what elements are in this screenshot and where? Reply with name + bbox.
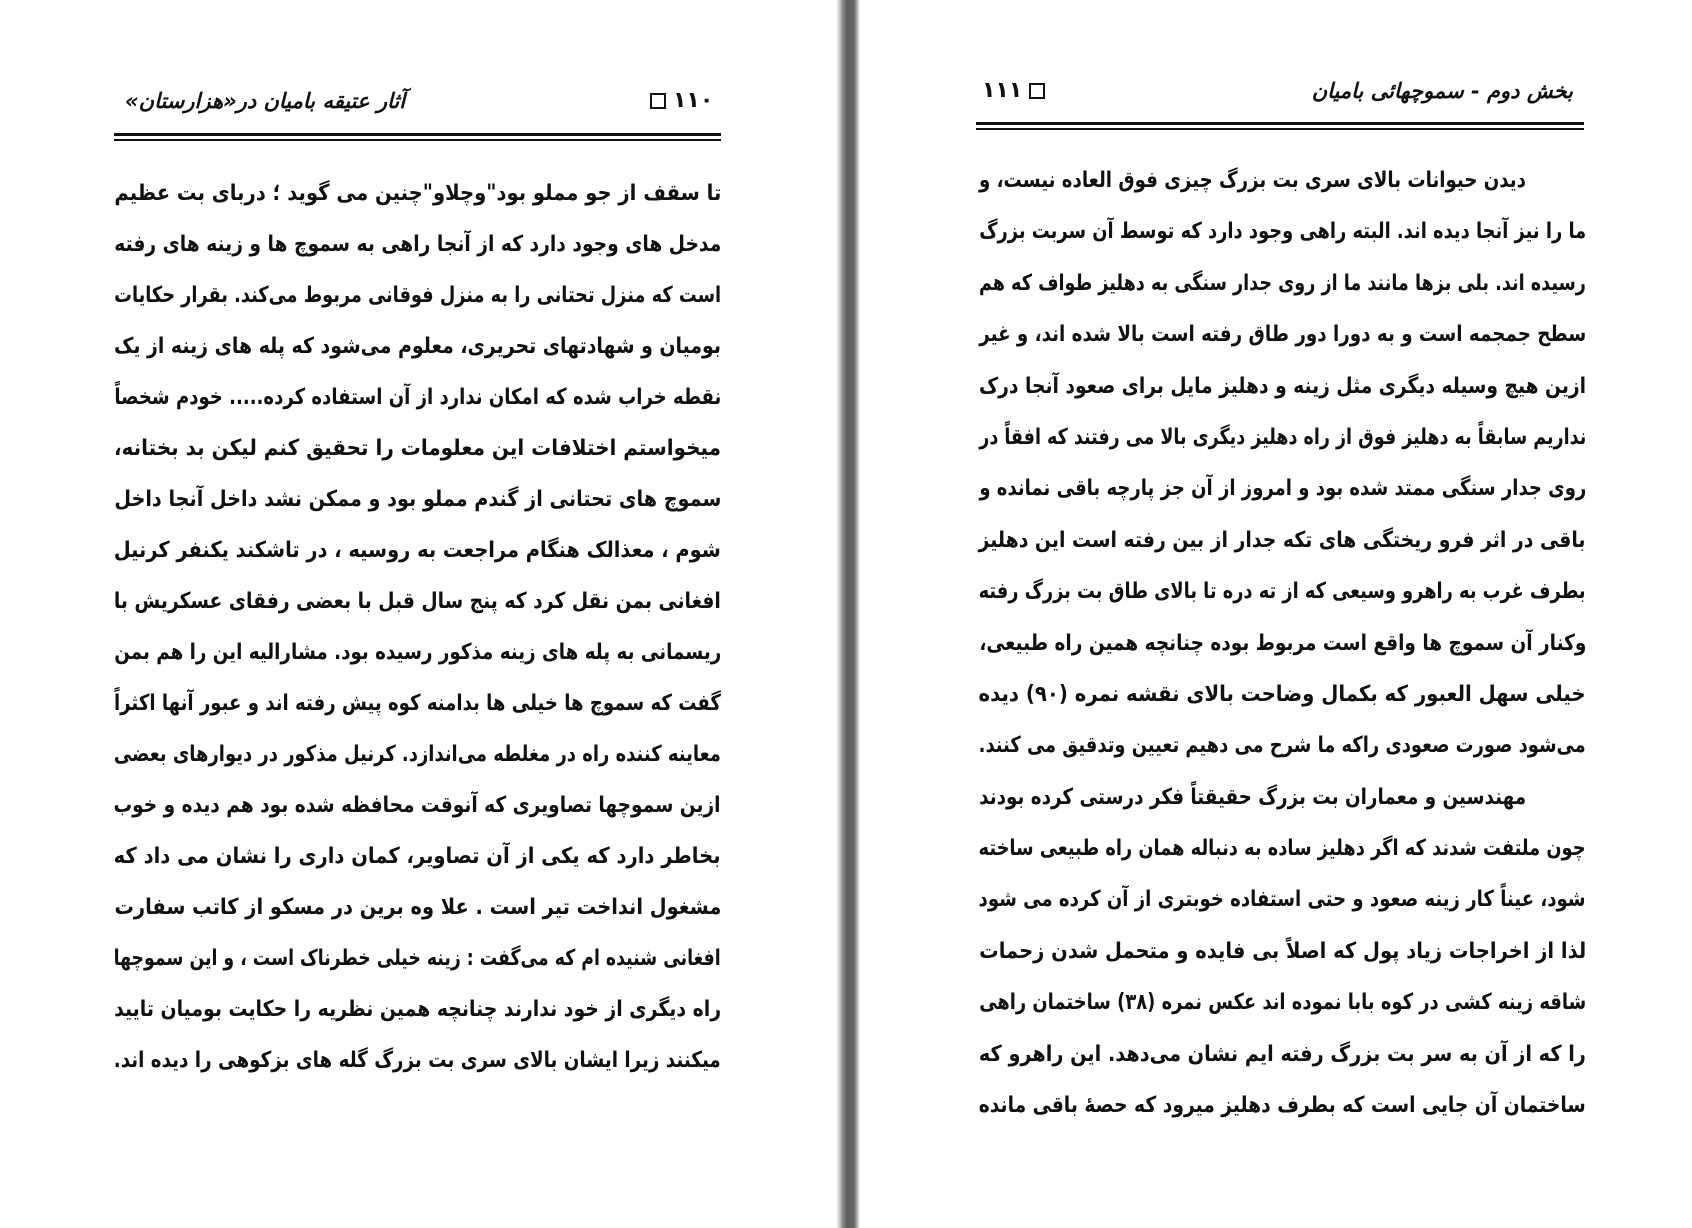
text-line: رسیده اند. بلی بزها مانند ما از روی جدار سنگی به دهلیز طواف که هم [979,270,1586,296]
text-line: تا سقف از جو مملو بود"وچلاو"چنین می گوید ؛ دربای بت عظیم [114,181,721,206]
header-rule-thick [976,122,1584,125]
text-line: ساختمان آن جایی است که بطرف دهلیز میرود که حصهٔ باقی مانده [979,1093,1586,1119]
page-number-text: ۱۱۱ [982,78,1023,103]
square-icon [650,93,666,109]
page-number [650,84,713,118]
text-line: روی جدار سنگی ممتد شده بود و امروز از آن جز پارچه باقی نمانده و [979,476,1586,502]
running-head: آثار عتیقه بامیان در«هزارستان» [125,89,406,113]
text-line: افغانی بمن نقل کرد که پنج سال قبل با بعضی رفقای عسکریش با [114,589,721,614]
text-line: چون ملتفت شدند که اگر دهلیز ساده به دنباله همان راه طبیعی ساخته [979,836,1586,862]
text-line: افغانی شنیده ام که می‌گفت : زینه خیلی خطرناک است ، و این سموچها [114,946,721,971]
right-page [860,0,1692,1228]
text-line: سموچ های تحتانی از گندم مملو بود و ممکن نشد داخل آنجا داخل [114,487,721,512]
text-line: بخاطر دارد که یکی از آن تصاویر، کمان داری را نشان می داد که [114,844,721,869]
text-line: ما را نیز آنجا دیده اند. البته راهی وجود دارد که توسط آن سربت بزرگ [979,219,1586,245]
text-line: ازین سموچها تصاویری که آنوقت محافظه شده بود هم دیده و خوب [114,793,721,818]
text-line: گفت که سموچ ها خیلی ها بدامنه کوه پیش رفته اند و عبور آنها اکثراً [114,691,721,716]
text-line: ازین هیچ وسیله دیگری مثل زینه و دهلیز مایل برای صعود آنجا درک [979,373,1586,399]
text-line: لذا از اخراجات زیاد پول که اصلاً بی فایده و متحمل شدن زحمات [979,938,1586,964]
text-line: مشغول انداخت تیر است . علا وه برین در مسکو از کاتب سفارت [114,895,721,920]
page-number-text: ۱۱۰ [673,88,714,113]
text-line: میخواستم اختلافات این معلومات را تحقیق کنم لیکن بد بختانه، [114,436,721,461]
text-line: ریسمانی به پله های زینه مذکور رسیده بود. مشارالیه این را هم بمن [114,640,721,665]
header-rule-thick [114,133,721,136]
text-line: شاقه زینه کشی در کوه بابا نموده اند عکس نمره (۳۸) ساختمان راهی [979,990,1586,1016]
text-line: سطح جمجمه است و به دورا دور طاق رفته است بالا شده اند، و غیر [979,322,1586,348]
text-line: میکنند زیرا ایشان بالای سری بت بزرگ گله های بزکوهی را دیده اند. [114,1048,721,1073]
text-line: شود، عیناً کار زینه صعود و حتی استفاده خوبتری از آن کرده می شود [979,887,1586,913]
header-rule-thin [976,128,1584,130]
header-rule-thin [114,139,721,141]
text-line: وکنار آن سموچ ها واقع است مربوط بوده چنانچه همین راه طبیعی، [979,630,1586,656]
text-line: بومیان و شهادتهای تحریری، معلوم می‌شود که پله های زینه از یک [114,334,721,359]
text-line: است که منزل تحتانی را به منزل فوقانی مربوط می‌کند. بقرار حکایات [114,283,721,308]
text-line: بطرف غرب به راهرو وسیعی که از ته دره تا بالای طاق بت بزرگ رفته [979,579,1586,605]
text-line: نداریم سابقاً به دهلیز فوق از راه دهلیز دیگری بالا می رفتند که افقاً در [979,424,1586,450]
text-line: دیدن حیوانات بالای سری بت بزرگ چیزی فوق العاده نیست، و [979,168,1526,193]
left-page [0,0,836,1228]
text-line: راه دیگری از خود ندارند چنانچه همین نظریه را حکایت بومیان تایید [114,997,721,1022]
body-text [979,155,1586,1131]
text-line: باقی در اثر فرو ریختگی های تکه جدار از بین رفته است این دهلیز [979,527,1586,553]
text-line: معاینه کننده راه در مغلطه می‌اندازد. کرنیل مذکور در دیوارهای بعضی [114,742,721,767]
text-line: مهندسین و معماران بت بزرگ حقیقتاً فکر درستی کرده بودند [979,784,1526,810]
text-line: خیلی سهل العبور که بکمال وضاحت بالای نقشه نمره (۹۰) دیده [979,681,1586,707]
text-line: شوم ، معذالک هنگام مراجعت به روسیه ، در تاشکند یکنفر کرنیل [114,538,721,563]
square-icon [1029,83,1045,99]
body-text [114,168,721,1086]
text-line: مدخل های وجود دارد که از آنجا راهی به سموچ ها و زینه های رفته [114,232,721,257]
running-head: بخش دوم - سموچهائی بامیان [1311,79,1573,103]
page-number [982,74,1045,108]
text-line: نقطه خراب شده که امکان ندارد از آن استفاده کرده..... خودم شخصاً [114,385,721,410]
text-line: را که از آن به سر بت بزرگ رفته ایم نشان می‌دهد. این راهرو که [979,1041,1586,1067]
text-line: می‌شود صورت صعودی راکه ما شرح می دهیم تعیین وتدقیق می کنند. [979,733,1586,759]
